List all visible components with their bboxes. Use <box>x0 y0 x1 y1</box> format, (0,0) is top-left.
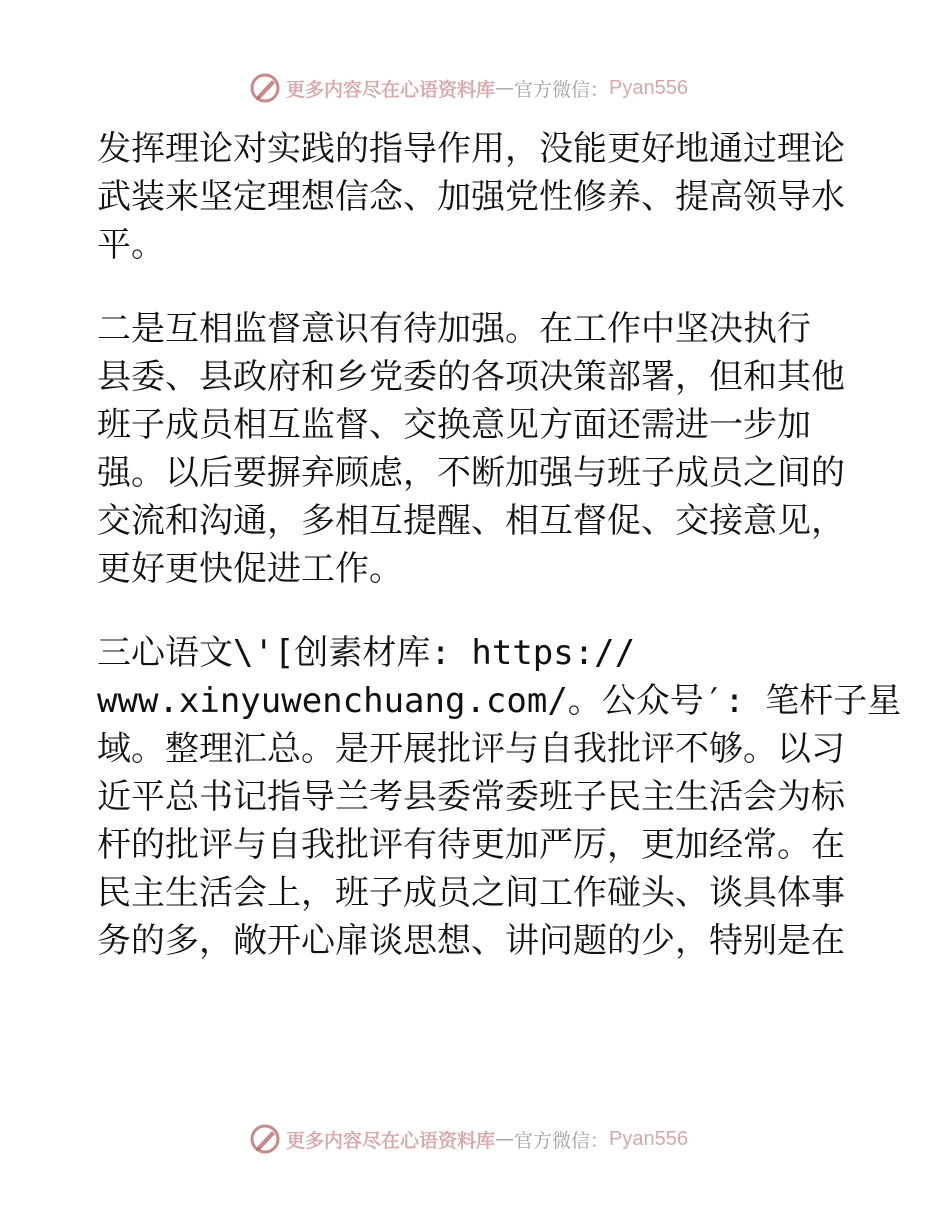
text-line: 强。以后要摒弃顾虑，不断加强与班子成员之间的 <box>97 453 845 493</box>
text-line: 发挥理论对实践的指导作用，没能更好地通过理论 <box>97 129 845 169</box>
paragraph-1 <box>97 126 887 268</box>
footer-slogan: 更多内容尽在心语资料库 <box>286 1129 496 1152</box>
header-banner <box>0 68 950 108</box>
text-line: 交流和沟通，多相互提醒、相互督促、交接意见， <box>97 501 845 541</box>
text-line: 班子成员相互监督、交换意见方面还需进一步加 <box>97 405 811 445</box>
text-line: 务的多，敞开心扉谈思想、讲问题的少，特别是在 <box>97 921 845 961</box>
text-line: 武装来坚定理想信念、加强党性修养、提高领导水 <box>97 177 845 217</box>
text-line: 更好更快促进工作。 <box>97 549 403 589</box>
footer-banner <box>0 1119 950 1159</box>
header-separator: — <box>495 77 515 99</box>
paragraph-3 <box>97 630 902 964</box>
footer-wechat-handle: Pyan556 <box>609 1127 688 1150</box>
text-line: 域。整理汇总。是开展批评与自我批评不够。以习 <box>97 729 845 769</box>
footer-wechat-label: 官方微信： <box>514 1129 610 1152</box>
text-line: 近平总书记指导兰考县委常委班子民主生活会为标 <box>97 777 845 817</box>
document-body <box>97 126 902 966</box>
text-line: 平。 <box>97 225 165 265</box>
footer-separator: — <box>495 1128 515 1150</box>
pen-logo-icon <box>248 1122 282 1156</box>
paragraph-2 <box>97 306 887 592</box>
pen-logo-icon <box>248 71 282 105</box>
header-wechat-label: 官方微信： <box>514 78 610 101</box>
text-line: www.xinyuwenchuang.com/。公众号′: 笔杆子星 <box>97 681 902 721</box>
header-wechat-handle: Pyan556 <box>609 76 688 99</box>
header-slogan: 更多内容尽在心语资料库 <box>286 78 496 101</box>
text-line: 杆的批评与自我批评有待更加严厉，更加经常。在 <box>97 825 845 865</box>
text-line: 三心语文\'[创素材库: https:// <box>97 633 636 673</box>
text-line: 县委、县政府和乡党委的各项决策部署，但和其他 <box>97 357 845 397</box>
text-line: 二是互相监督意识有待加强。在工作中坚决执行 <box>97 309 811 349</box>
text-line: 民主生活会上，班子成员之间工作碰头、谈具体事 <box>97 873 845 913</box>
